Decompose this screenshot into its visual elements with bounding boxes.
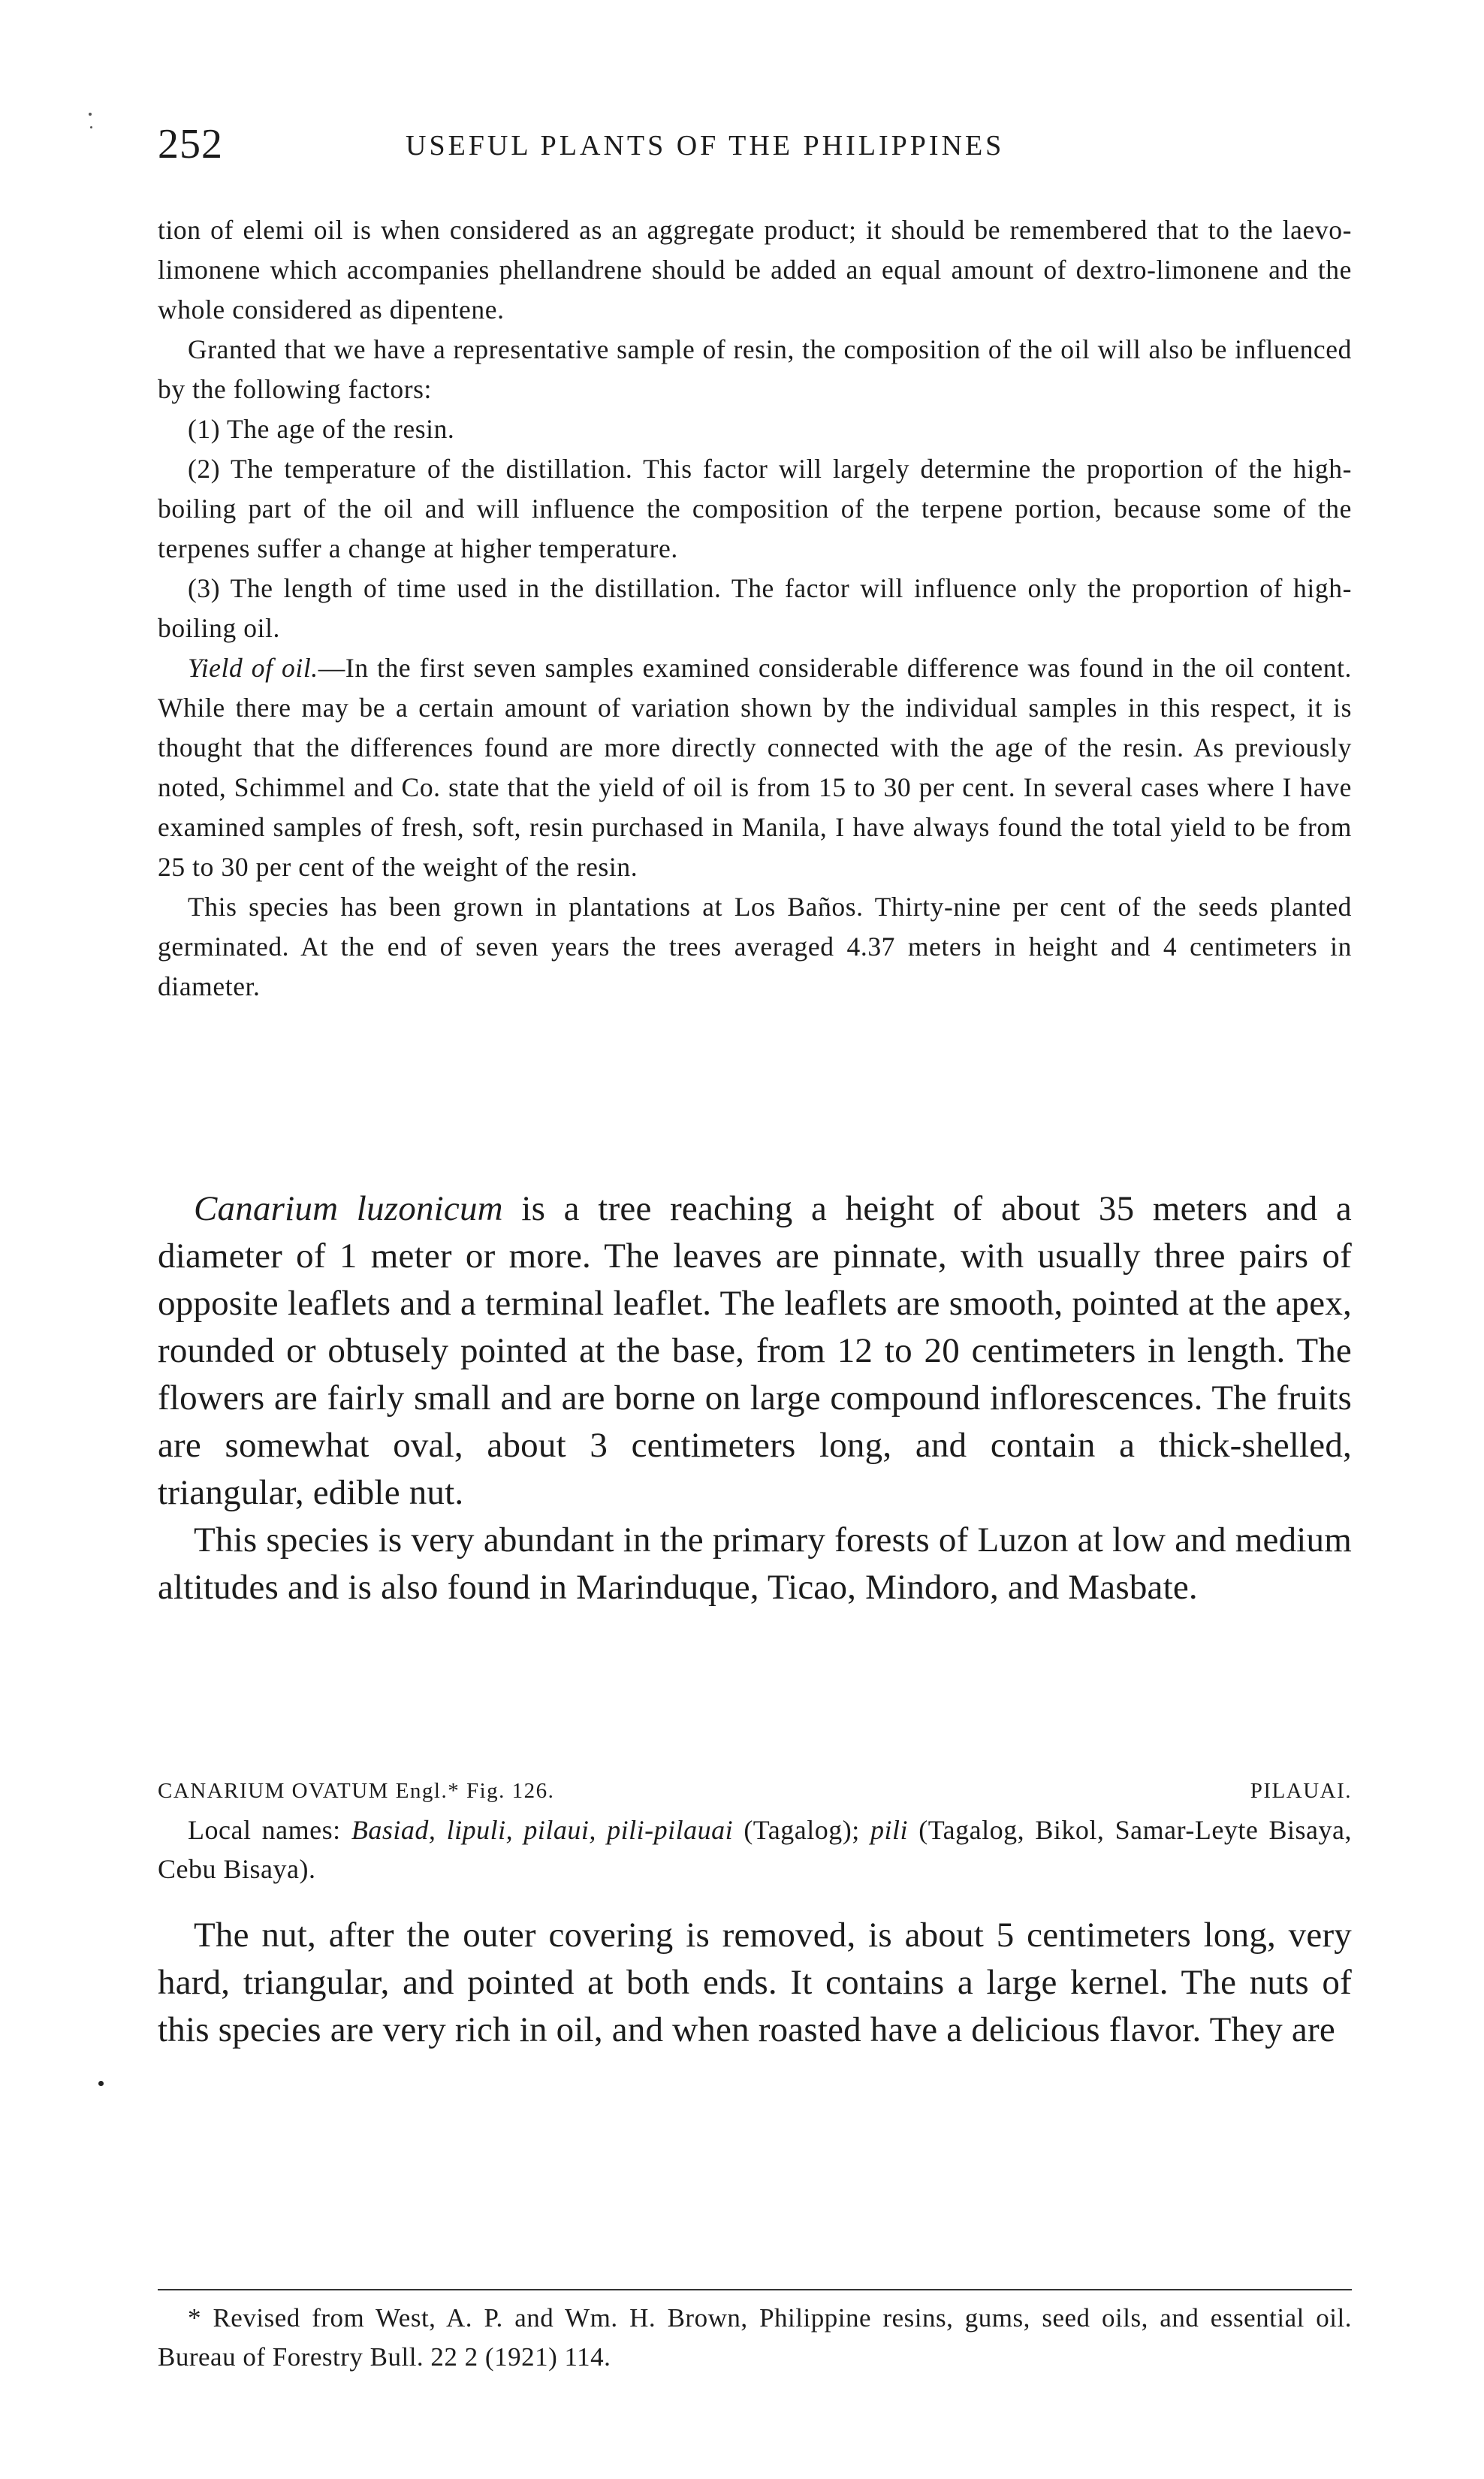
footnote-rule: [158, 2289, 1352, 2290]
luzonicum-distribution: This species is very abundant in the primary forests of Luzon at low and medium altitudes and is also found in Marinduque, Ticao, Mindoro, and Masbate.: [158, 1520, 1352, 1607]
page-number: 252: [158, 121, 223, 168]
local-names-tagalog-note: (Tagalog);: [733, 1815, 870, 1845]
footnote-text: * Revised from West, A. P. and Wm. H. Brown, Philippine resins, gums, seed oils, and essential oil. Bureau of Forestry Bull. 22 2 (1921) 114.: [158, 2303, 1352, 2372]
canarium-luzonicum-section: [158, 1185, 1352, 1611]
scan-speck: [98, 2081, 104, 2086]
ovatum-nut-section: [158, 1912, 1352, 2054]
scan-speck: [90, 126, 92, 128]
page-header: [158, 120, 1352, 173]
ovatum-species-name: CANARIUM OVATUM Engl.* Fig. 126.: [158, 1779, 555, 1803]
paragraph-yield: [158, 648, 1352, 887]
local-names-tagalog: Basiad, lipuli, pilaui, pili-pilauai: [351, 1815, 734, 1845]
local-names-pili: pili: [870, 1815, 908, 1845]
luzonicum-name: Canarium luzonicum: [194, 1189, 503, 1228]
yield-heading: Yield of oil.: [188, 653, 318, 683]
factor-3: (3) The length of time used in the distillation. The factor will influence only the proportion of high-boiling oil.: [158, 573, 1352, 643]
paragraph-plantation: This species has been grown in plantations at Los Baños. Thirty-nine per cent of the seeds planted germinated. At the end of seven years the trees averaged 4.37 meters in height and 4 centimeters in diameter.: [158, 892, 1352, 1001]
footnote: [158, 2299, 1352, 2377]
luzonicum-description-text: is a tree reaching a height of about 35 meters and a diameter of 1 meter or more. The leaves are pinnate, with usually three pairs of opposite leaflets and a terminal leaflet. The leaflets are smooth, pointed at the apex, rounded or obtusely pointed at the base, from 12 to 20 centimeters in length. The flowers are fairly small and are borne on large compound inflorescences. The fruits are somewhat oval, about 3 centimeters long, and contain a thick-shelled, triangular, edible nut.: [158, 1189, 1352, 1512]
paragraph-factors-intro: Granted that we have a representative sample of resin, the composition of the oil will also be influenced by the following factors:: [158, 334, 1352, 404]
ovatum-local-names: [158, 1810, 1352, 1889]
local-names-rest: (Tagalog, Bikol, Samar-Leyte Bisaya, Cebu Bisaya).: [158, 1815, 1353, 1884]
elemi-oil-section: [158, 210, 1352, 1007]
local-names-label: Local names:: [188, 1815, 351, 1845]
factor-1: (1) The age of the resin.: [188, 414, 455, 444]
factor-2: (2) The temperature of the distillation. This factor will largely determine the proportion of the high-boiling part of the oil and will influence the composition of the terpene portion, because some of the terpenes suffer a change at higher temperature.: [158, 454, 1352, 563]
running-title: USEFUL PLANTS OF THE PHILIPPINES: [406, 130, 1005, 162]
canarium-ovatum-heading: [158, 1773, 1352, 1812]
ovatum-nut-paragraph: The nut, after the outer covering is removed, is about 5 centimeters long, very hard, triangular, and pointed at both ends. It contains a large kernel. The nuts of this species are very rich in oil, and when roasted have a delicious flavor. They are: [158, 1916, 1352, 2049]
yield-text: —In the first seven samples examined considerable difference was found in the oil content. While there may be a certain amount of variation shown by the individual samples in this respect, it is thought that the differences found are more directly connected with the age of the resin. As previously noted, Schimmel and Co. state that the yield of oil is from 15 to 30 per cent. In several cases where I have examined samples of fresh, soft, resin purchased in Manila, I have always found the total yield to be from 25 to 30 per cent of the weight of the resin.: [158, 653, 1353, 882]
local-names-paragraph: [158, 1810, 1352, 1889]
paragraph-continuation: tion of elemi oil is when considered as an aggregate product; it should be remembered that to the laevo-limonene which accompanies phellandrene should be added an equal amount of dextro-limonene and the whole considered as dipentene.: [158, 215, 1352, 325]
ovatum-common-name: PILAUAI.: [1250, 1779, 1352, 1803]
scan-speck: [89, 113, 92, 116]
luzonicum-description: [158, 1185, 1352, 1517]
